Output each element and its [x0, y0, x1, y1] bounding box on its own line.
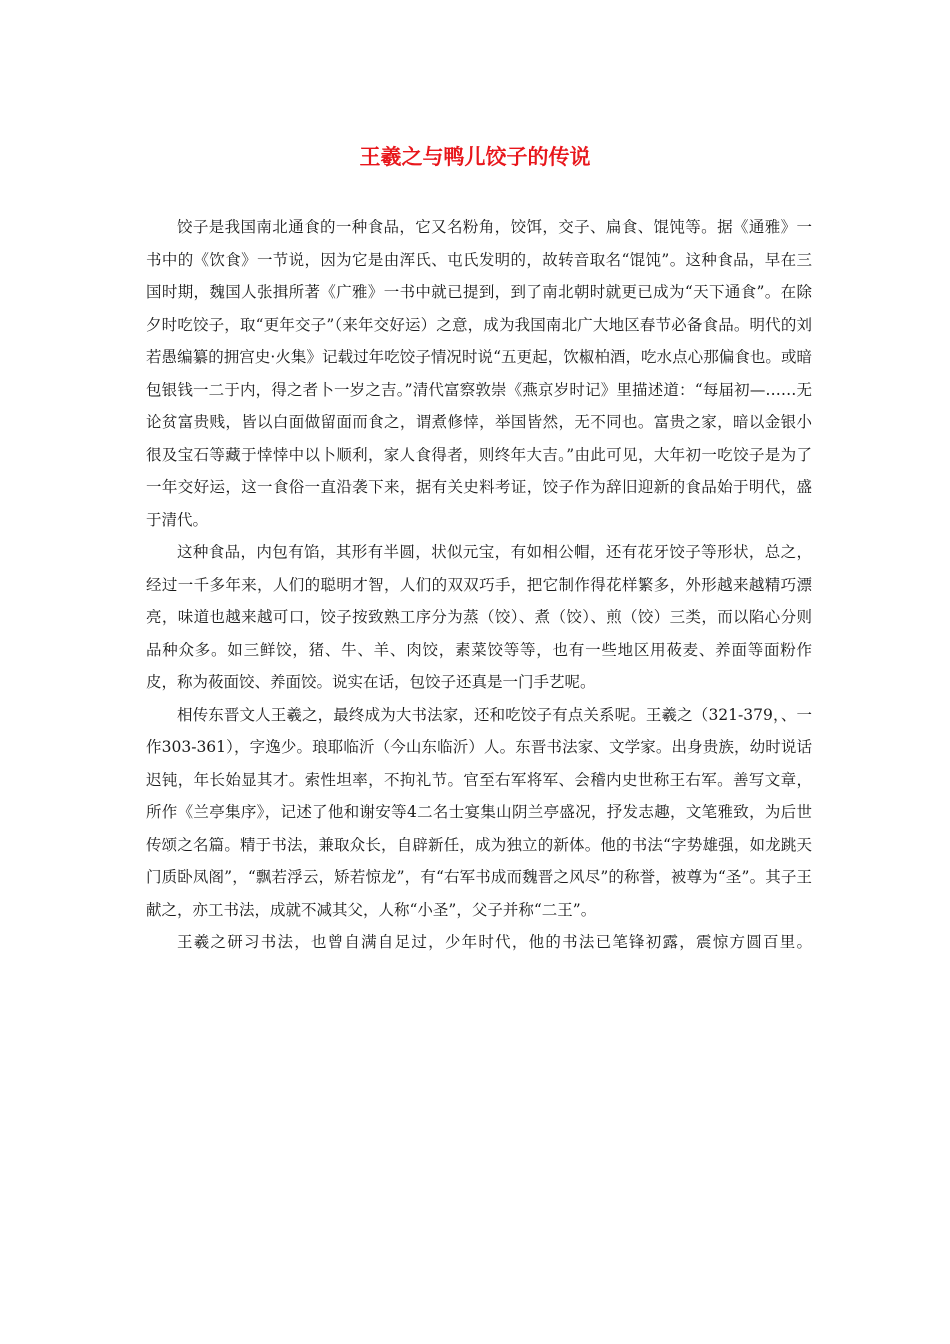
document-title: 王羲之与鸭儿饺子的传说: [359, 144, 591, 169]
paragraph-2: 这种食品，内包有馅，其形有半圆，状似元宝，有如相公帽，还有花牙饺子等形状，总之，经过一千多年来，人们的聪明才智，人们的双双巧手，把它制作得花样繁多，外形越来越精巧漂亮，味道也越来越可口，饺子按致熟工序分为蒸（饺）、煮（饺）、煎（饺）三类，而以陷心分则品种众多。如三鲜饺，猪、牛、羊、肉饺，素菜饺等等，也有一些地区用莜麦、养面等面粉作皮，称为莜面饺、养面饺。说实在话，包饺子还真是一门手艺呢。: [146, 543, 812, 691]
paragraph-1: 饺子是我国南北通食的一种食品，它又名粉角，饺饵，交子、扁食、馄饨等。据《通雅》一书中的《饮食》一节说，因为它是由浑氏、屯氏发明的，故转音取名“馄饨”。这种食品，早在三国时期，魏国人张揖所著《广雅》一书中就已提到，到了南北朝时就更已成为“天下通食”。在除夕时吃饺子，取“更年交子”（来年交好运）之意，成为我国南北广大地区春节必备食品。明代的刘若愚编纂的拥宫史·火集》记载过年吃饺子情况时说“五更起，饮椒柏酒，吃水点心那偏食也。或暗包银钱一二于内，得之者卜一岁之吉。”清代富察敦崇《燕京岁时记》里描述道：“每届初—……无论贫富贵贱，皆以白面做留面而食之，谓煮修悻，举国皆然，无不同也。富贵之家，暗以金银小很及宝石等藏于悻悻中以卜顺利，家人食得者，则终年大吉。”由此可见，大年初一吃饺子是为了一年交好运，这一食俗一直沿袭下来，据有关史料考证，饺子作为辞旧迎新的食品始于明代，盛于清代。: [146, 218, 812, 529]
paragraph-4: 王羲之研习书法，也曾自满自足过，少年时代，他的书法已笔锋初露，震惊方圆百里。: [177, 933, 812, 951]
document-body: [146, 211, 812, 959]
paragraph-3: 相传东晋文人王羲之，最终成为大书法家，还和吃饺子有点关系呢。王羲之（321-379，、一作303-361），字逸少。琅耶临沂（今山东临沂）人。东晋书法家、文学家。出身贵族，幼时说话迟钝，年长始显其才。索性坦率，不拘礼节。官至右军将军、会稽内史世称王右军。善写文章，所作《兰亭集序》，记述了他和谢安等4二名士宴集山阴兰亭盛况，抒发志趣，文笔雅致，为后世传颂之名篇。精于书法，兼取众长，自辟新任，成为独立的新体。他的书法“字势雄强，如龙跳天门质卧凤阁”，“飘若浮云，矫若惊龙”，有“右军书成而魏晋之风尽”的称誉，被尊为“圣”。其子王献之，亦工书法，成就不减其父，人称“小圣”，父子并称“二王”。: [146, 705, 812, 919]
